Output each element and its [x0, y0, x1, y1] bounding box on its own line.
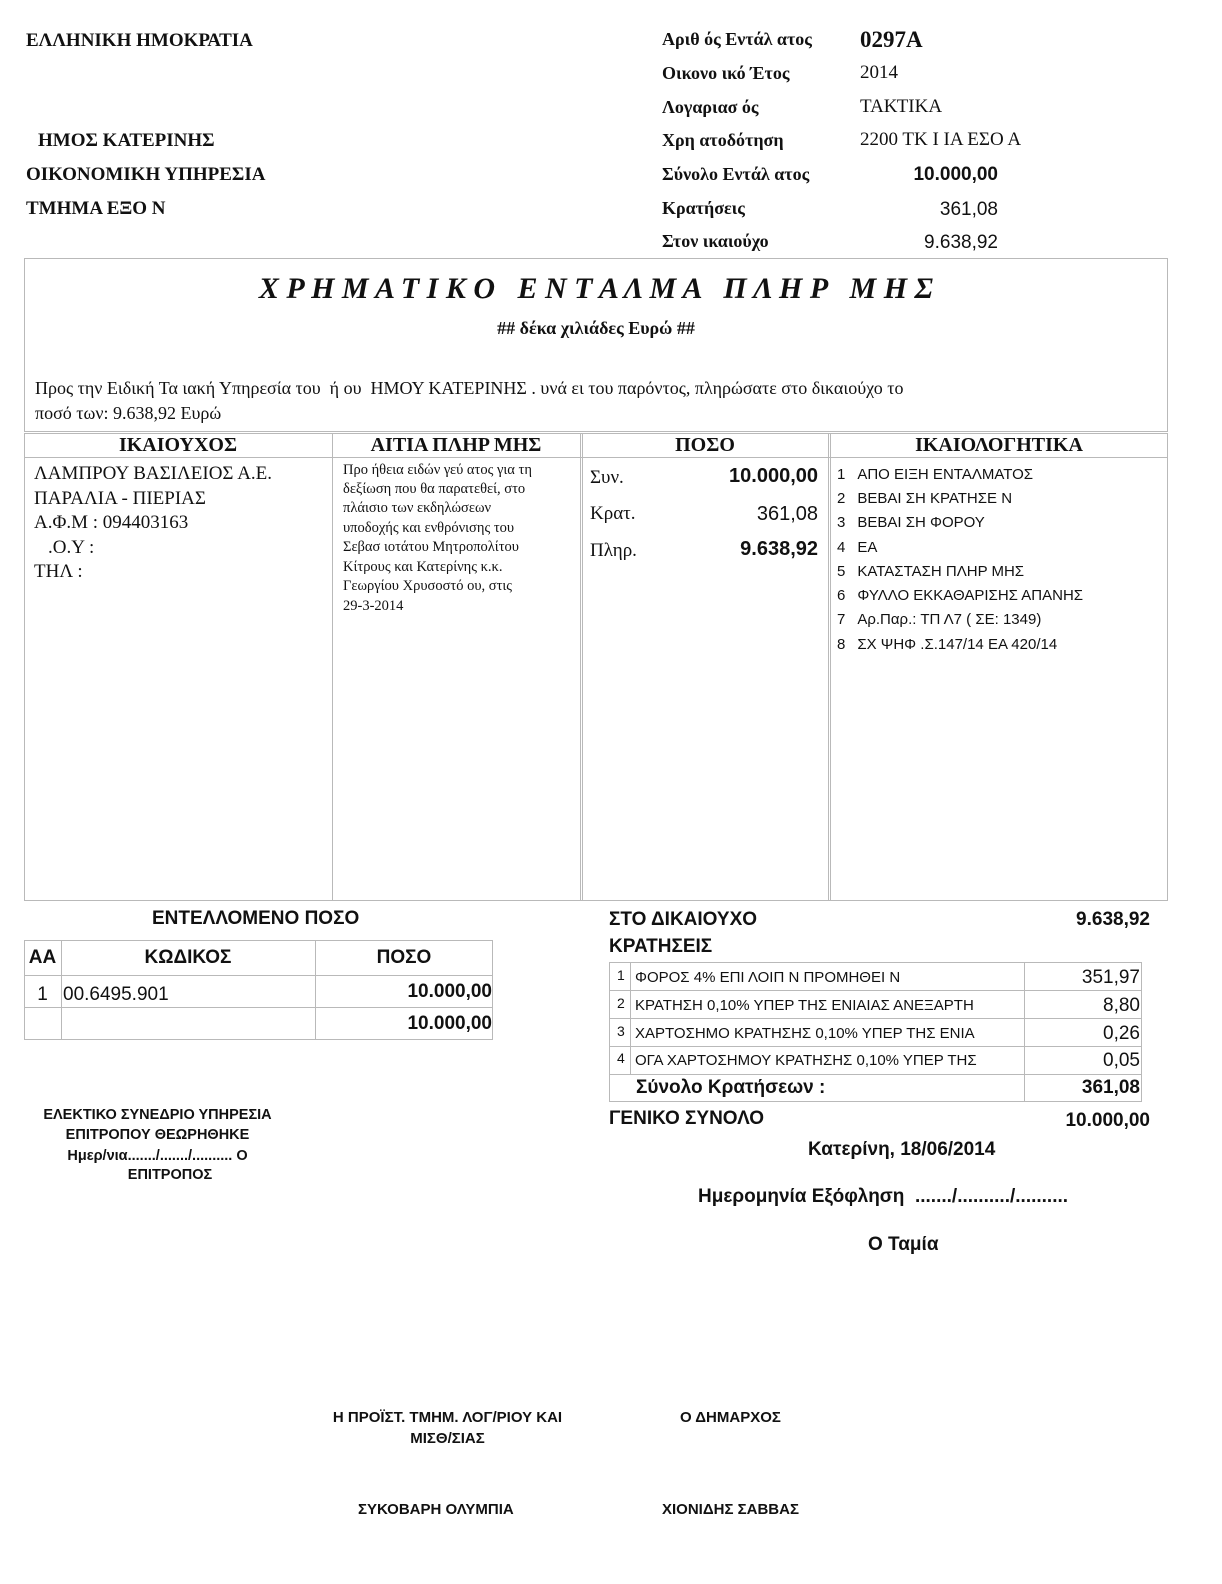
deduction-number: 4	[617, 1050, 625, 1066]
reason-line: Κίτρους και Κατερίνης κ.κ.	[343, 559, 503, 575]
deduction-text: ΟΓΑ ΧΑΡΤΟΣΗΜΟΥ ΚΡΑΤΗΣΗΣ 0,10% ΥΠΕΡ ΤΗΣ	[635, 1052, 977, 1069]
document-item: 8 ΣΧ ΨΗΦ .Σ.147/14 ΕΑ 420/14	[837, 636, 1058, 653]
order-total-value: 10.000,00	[913, 164, 998, 185]
country-name: ΕΛΛΗΝΙΚΗ ΗΜΟΚΡΑΤΙΑ	[26, 30, 253, 51]
fiscal-year-label: Οικονο ικό Έτος	[662, 63, 790, 83]
order-total-label: Σύνολο Εντάλ ατος	[662, 164, 810, 184]
document-item: 6 ΦΥΛΛΟ ΕΚΚΑΘΑΡΙΣΗΣ ΑΠΑΝΗΣ	[837, 587, 1084, 604]
audit-line4: ΕΠΙΤΡΟΠΟΣ	[127, 1167, 213, 1183]
deduction-number: 1	[617, 967, 625, 983]
ordered-row-aa: 1	[37, 984, 48, 1005]
deduction-text: ΦΟΡΟΣ 4% ΕΠΙ ΛΟΙΠ Ν ΠΡΟΜΗΘΕΙ Ν	[635, 969, 901, 986]
order-number-value: 0297Α	[860, 27, 923, 52]
beneficiary-phone: ΤΗΛ :	[34, 561, 83, 582]
amount-total-value: 10.000,00	[729, 465, 818, 487]
fiscal-year-value: 2014	[860, 62, 898, 83]
deduction-number: 2	[617, 995, 625, 1011]
documents-header: ΙΚΑΙΟΛΟΓΗΤΙΚΑ	[915, 434, 1083, 456]
amount-header: ΠΟΣΟ	[675, 434, 735, 456]
reason-line: Γεωργίου Χρυσοστό ου, στις	[343, 578, 513, 594]
beneficiary-header: ΙΚΑΙΟΥΧΟΣ	[118, 434, 238, 456]
place-date: Κατερίνη, 18/06/2014	[808, 1139, 996, 1160]
deduction-value: 0,26	[1103, 1023, 1140, 1044]
deductions-total-label: Σύνολο Κρατήσεων :	[636, 1077, 826, 1098]
reason-line: Σεβασ ιοτάτου Μητροπολίτου	[343, 539, 519, 555]
amount-payable-label: Πληρ.	[590, 540, 637, 561]
accounting-head-title-line1: Η ΠΡΟΪΣΤ. ΤΜΗΜ. ΛΟΓ/ΡΙΟΥ ΚΑΙ	[332, 1409, 563, 1426]
order-number-label: Αριθ ός Εντάλ ατος	[662, 29, 812, 49]
beneficiary-amount-label: Στον ικαιούχο	[662, 231, 769, 251]
accounting-head-title-line2: ΜΙΣΘ/ΣΙΑΣ	[410, 1430, 485, 1447]
document-item: 4 ΕΑ	[837, 539, 878, 556]
ordered-row-code: 00.6495.901	[63, 984, 169, 1005]
audit-line2: ΕΠΙΤΡΟΠΟΥ ΘΕΩΡΗΘΗΚΕ	[65, 1127, 250, 1143]
deductions-section-label: ΚΡΑΤΗΣΕΙΣ	[609, 936, 713, 957]
deduction-value: 8,80	[1103, 995, 1140, 1016]
reason-line: 29-3-2014	[343, 598, 404, 614]
document-item: 3 ΒΕΒΑΙ ΣΗ ΦΟΡΟΥ	[837, 514, 985, 531]
payment-instruction-line1: Προς την Ειδική Τα ιακή Υπηρεσία του ή ου ΗΜΟΥ ΚΑΤΕΡΙΝΗΣ . υνά ει του παρόντος, πληρώσατε στο δικαιούχο το	[35, 378, 904, 398]
document-item: 5 ΚΑΤΑΣΤΑΣΗ ΠΛΗΡ ΜΗΣ	[837, 563, 1025, 580]
deductions-label: Κρατήσεις	[662, 198, 745, 218]
beneficiary-amount-value: 9.638,92	[924, 232, 998, 253]
cashier-label: Ο Ταμία	[868, 1234, 939, 1255]
reason-header: ΑΙΤΙΑ ΠΛΗΡ ΜΗΣ	[370, 434, 542, 456]
service-name: ΟΙΚΟΝΟΜΙΚΗ ΥΠΗΡΕΣΙΑ	[26, 164, 266, 185]
deductions-total-value: 361,08	[1081, 1077, 1140, 1098]
ordered-total-amount: 10.000,00	[407, 1013, 492, 1034]
mayor-title: Ο ΔΗΜΑΡΧΟΣ	[680, 1409, 781, 1426]
amount-payable-value: 9.638,92	[740, 538, 818, 560]
payment-date: Ημερομηνία Εξόφληση ......./........../..........	[698, 1186, 1069, 1207]
deduction-number: 3	[617, 1023, 625, 1039]
deduction-text: ΚΡΑΤΗΣΗ 0,10% ΥΠΕΡ ΤΗΣ ΕΝΙΑΙΑΣ ΑΝΕΞΑΡΤΗ	[635, 997, 974, 1014]
amount-deductions-value: 361,08	[756, 503, 818, 525]
document-item: 1 ΑΠΟ ΕΙΞΗ ΕΝΤΑΛΜΑΤΟΣ	[837, 466, 1034, 483]
amount-in-words: ## δέκα χιλιάδες Ευρώ ##	[497, 318, 695, 338]
beneficiary-name: ΛΑΜΠΡΟΥ ΒΑΣΙΛΕΙΟΣ Α.Ε.	[34, 463, 273, 484]
accounting-head-name: ΣΥΚΟΒΑΡΗ ΟΛΥΜΠΙΑ	[358, 1501, 514, 1518]
to-beneficiary-label: ΣΤΟ ΔΙΚΑΙΟΥΧΟ	[609, 909, 758, 930]
to-beneficiary-value: 9.638,92	[1076, 909, 1150, 930]
account-value: ΤΑΚΤΙΚΑ	[860, 96, 943, 117]
reason-line: Προ ήθεια ειδών γεύ ατος για τη	[343, 462, 532, 478]
ordered-col-code: ΚΩΔΙΚΟΣ	[144, 947, 232, 968]
department-name: ΤΜΗΜΑ ΕΞΟ Ν	[26, 198, 166, 219]
amount-deductions-label: Κρατ.	[590, 503, 636, 524]
document-item: 2 ΒΕΒΑΙ ΣΗ ΚΡΑΤΗΣΕ Ν	[837, 490, 1013, 507]
reason-line: δεξίωση που θα παρατεθεί, στο	[343, 481, 526, 497]
document-item: 7 Αρ.Παρ.: ΤΠ Λ7 ( ΣΕ: 1349)	[837, 611, 1042, 628]
deductions-value: 361,08	[939, 199, 998, 220]
mayor-name: ΧΙΟΝΙΔΗΣ ΣΑΒΒΑΣ	[662, 1501, 799, 1518]
ordered-col-aa: ΑΑ	[28, 947, 57, 968]
funding-value: 2200 ΤΚ Ι ΙΑ ΕΣΟ Α	[860, 129, 1022, 150]
grand-total-value: 10.000,00	[1065, 1110, 1150, 1131]
reason-line: υποδοχής και ενθρόνισης του	[343, 520, 515, 536]
beneficiary-tax-office: .Ο.Υ :	[48, 537, 95, 558]
deduction-value: 351,97	[1081, 967, 1140, 988]
ordered-col-amount: ΠΟΣΟ	[376, 947, 432, 968]
grand-total-label: ΓΕΝΙΚΟ ΣΥΝΟΛΟ	[609, 1108, 765, 1129]
amount-total-label: Συν.	[590, 467, 624, 488]
beneficiary-afm: Α.Φ.Μ : 094403163	[34, 512, 189, 533]
funding-label: Χρη ατοδότηση	[662, 130, 784, 150]
audit-line3: Ημερ/νια......./......./.......... Ο	[67, 1148, 248, 1164]
document-title: Χ Ρ Η Μ Α Τ Ι Κ Ο Ε Ν Τ Α Λ Μ Α Π Λ Η Ρ Μ Η Σ	[258, 272, 934, 305]
ordered-amount-title: ΕΝΤΕΛΛΟΜΕΝΟ ΠΟΣΟ	[152, 908, 360, 929]
audit-line1: ΕΛΕΚΤΙΚΟ ΣΥΝΕΔΡΙΟ ΥΠΗΡΕΣΙΑ	[43, 1107, 272, 1123]
account-label: Λογαριασ ός	[662, 97, 759, 117]
payment-instruction-line2: ποσό των: 9.638,92 Ευρώ	[35, 403, 222, 423]
beneficiary-address: ΠΑΡΑΛΙΑ - ΠΙΕΡΙΑΣ	[34, 488, 206, 509]
ordered-row-amount: 10.000,00	[407, 981, 492, 1002]
municipality-name: ΗΜΟΣ ΚΑΤΕΡΙΝΗΣ	[38, 130, 215, 151]
deduction-value: 0,05	[1103, 1050, 1140, 1071]
reason-line: πλάισιο των εκδηλώσεων	[343, 500, 492, 516]
deduction-text: ΧΑΡΤΟΣΗΜΟ ΚΡΑΤΗΣΗΣ 0,10% ΥΠΕΡ ΤΗΣ ΕΝΙΑ	[635, 1025, 975, 1042]
